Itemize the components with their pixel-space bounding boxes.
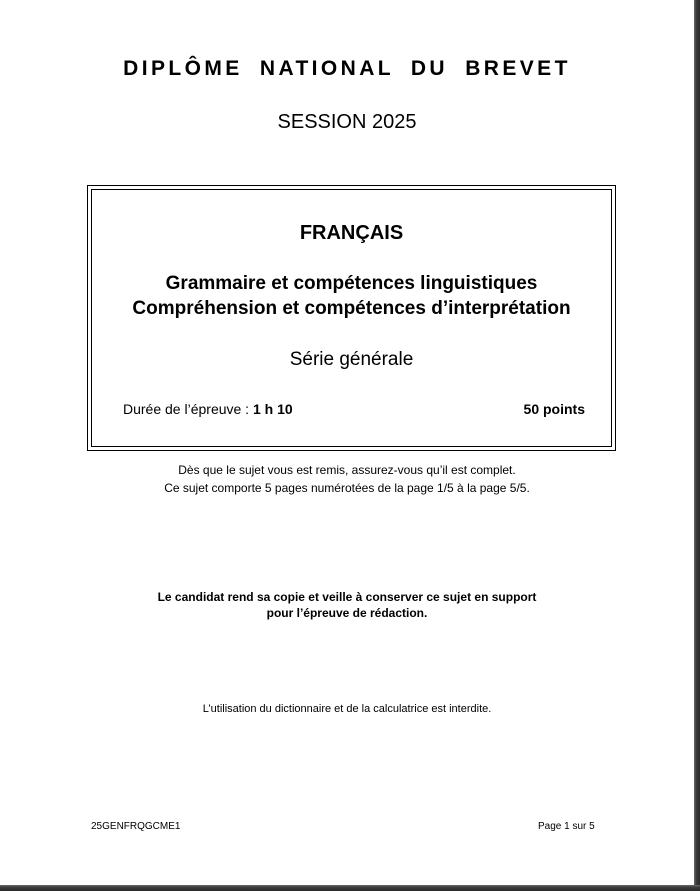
- duration: [123, 401, 293, 417]
- restriction-note: L’utilisation du dictionnaire et de la calculatrice est interdite.: [202, 703, 492, 715]
- points-value: 50 points: [523, 401, 585, 417]
- duration-label: Durée de l’épreuve :: [123, 401, 253, 417]
- candidate-note-line-2: pour l’épreuve de rédaction.: [266, 606, 428, 620]
- subject-box: [87, 185, 616, 451]
- page-shadow-bottom: [0, 885, 700, 891]
- exam-title: DIPLÔME NATIONAL DU BREVET: [123, 57, 571, 80]
- series-label: Série générale: [289, 349, 414, 370]
- duration-value: 1 h 10: [252, 401, 293, 417]
- subject-title: FRANÇAIS: [299, 222, 404, 244]
- instruction-line-1: Dès que le sujet vous est remis, assurez-vous qu’il est complet.: [178, 463, 516, 477]
- page-shadow-right: [694, 0, 700, 891]
- subject-subtitle-1: Grammaire et compétences linguistiques: [165, 273, 538, 294]
- page-number: Page 1 sur 5: [538, 821, 595, 832]
- candidate-note-line-1: Le candidat rend sa copie et veille à conserver ce sujet en support: [157, 590, 537, 604]
- instruction-line-2: Ce sujet comporte 5 pages numérotées de la page 1/5 à la page 5/5.: [164, 481, 530, 495]
- session-label: SESSION 2025: [277, 111, 417, 133]
- subject-subtitle-2: Compréhension et compétences d’interprétation: [132, 298, 571, 319]
- document-code: 25GENFRQGCME1: [91, 821, 181, 832]
- subject-box-inner-frame: [91, 189, 612, 447]
